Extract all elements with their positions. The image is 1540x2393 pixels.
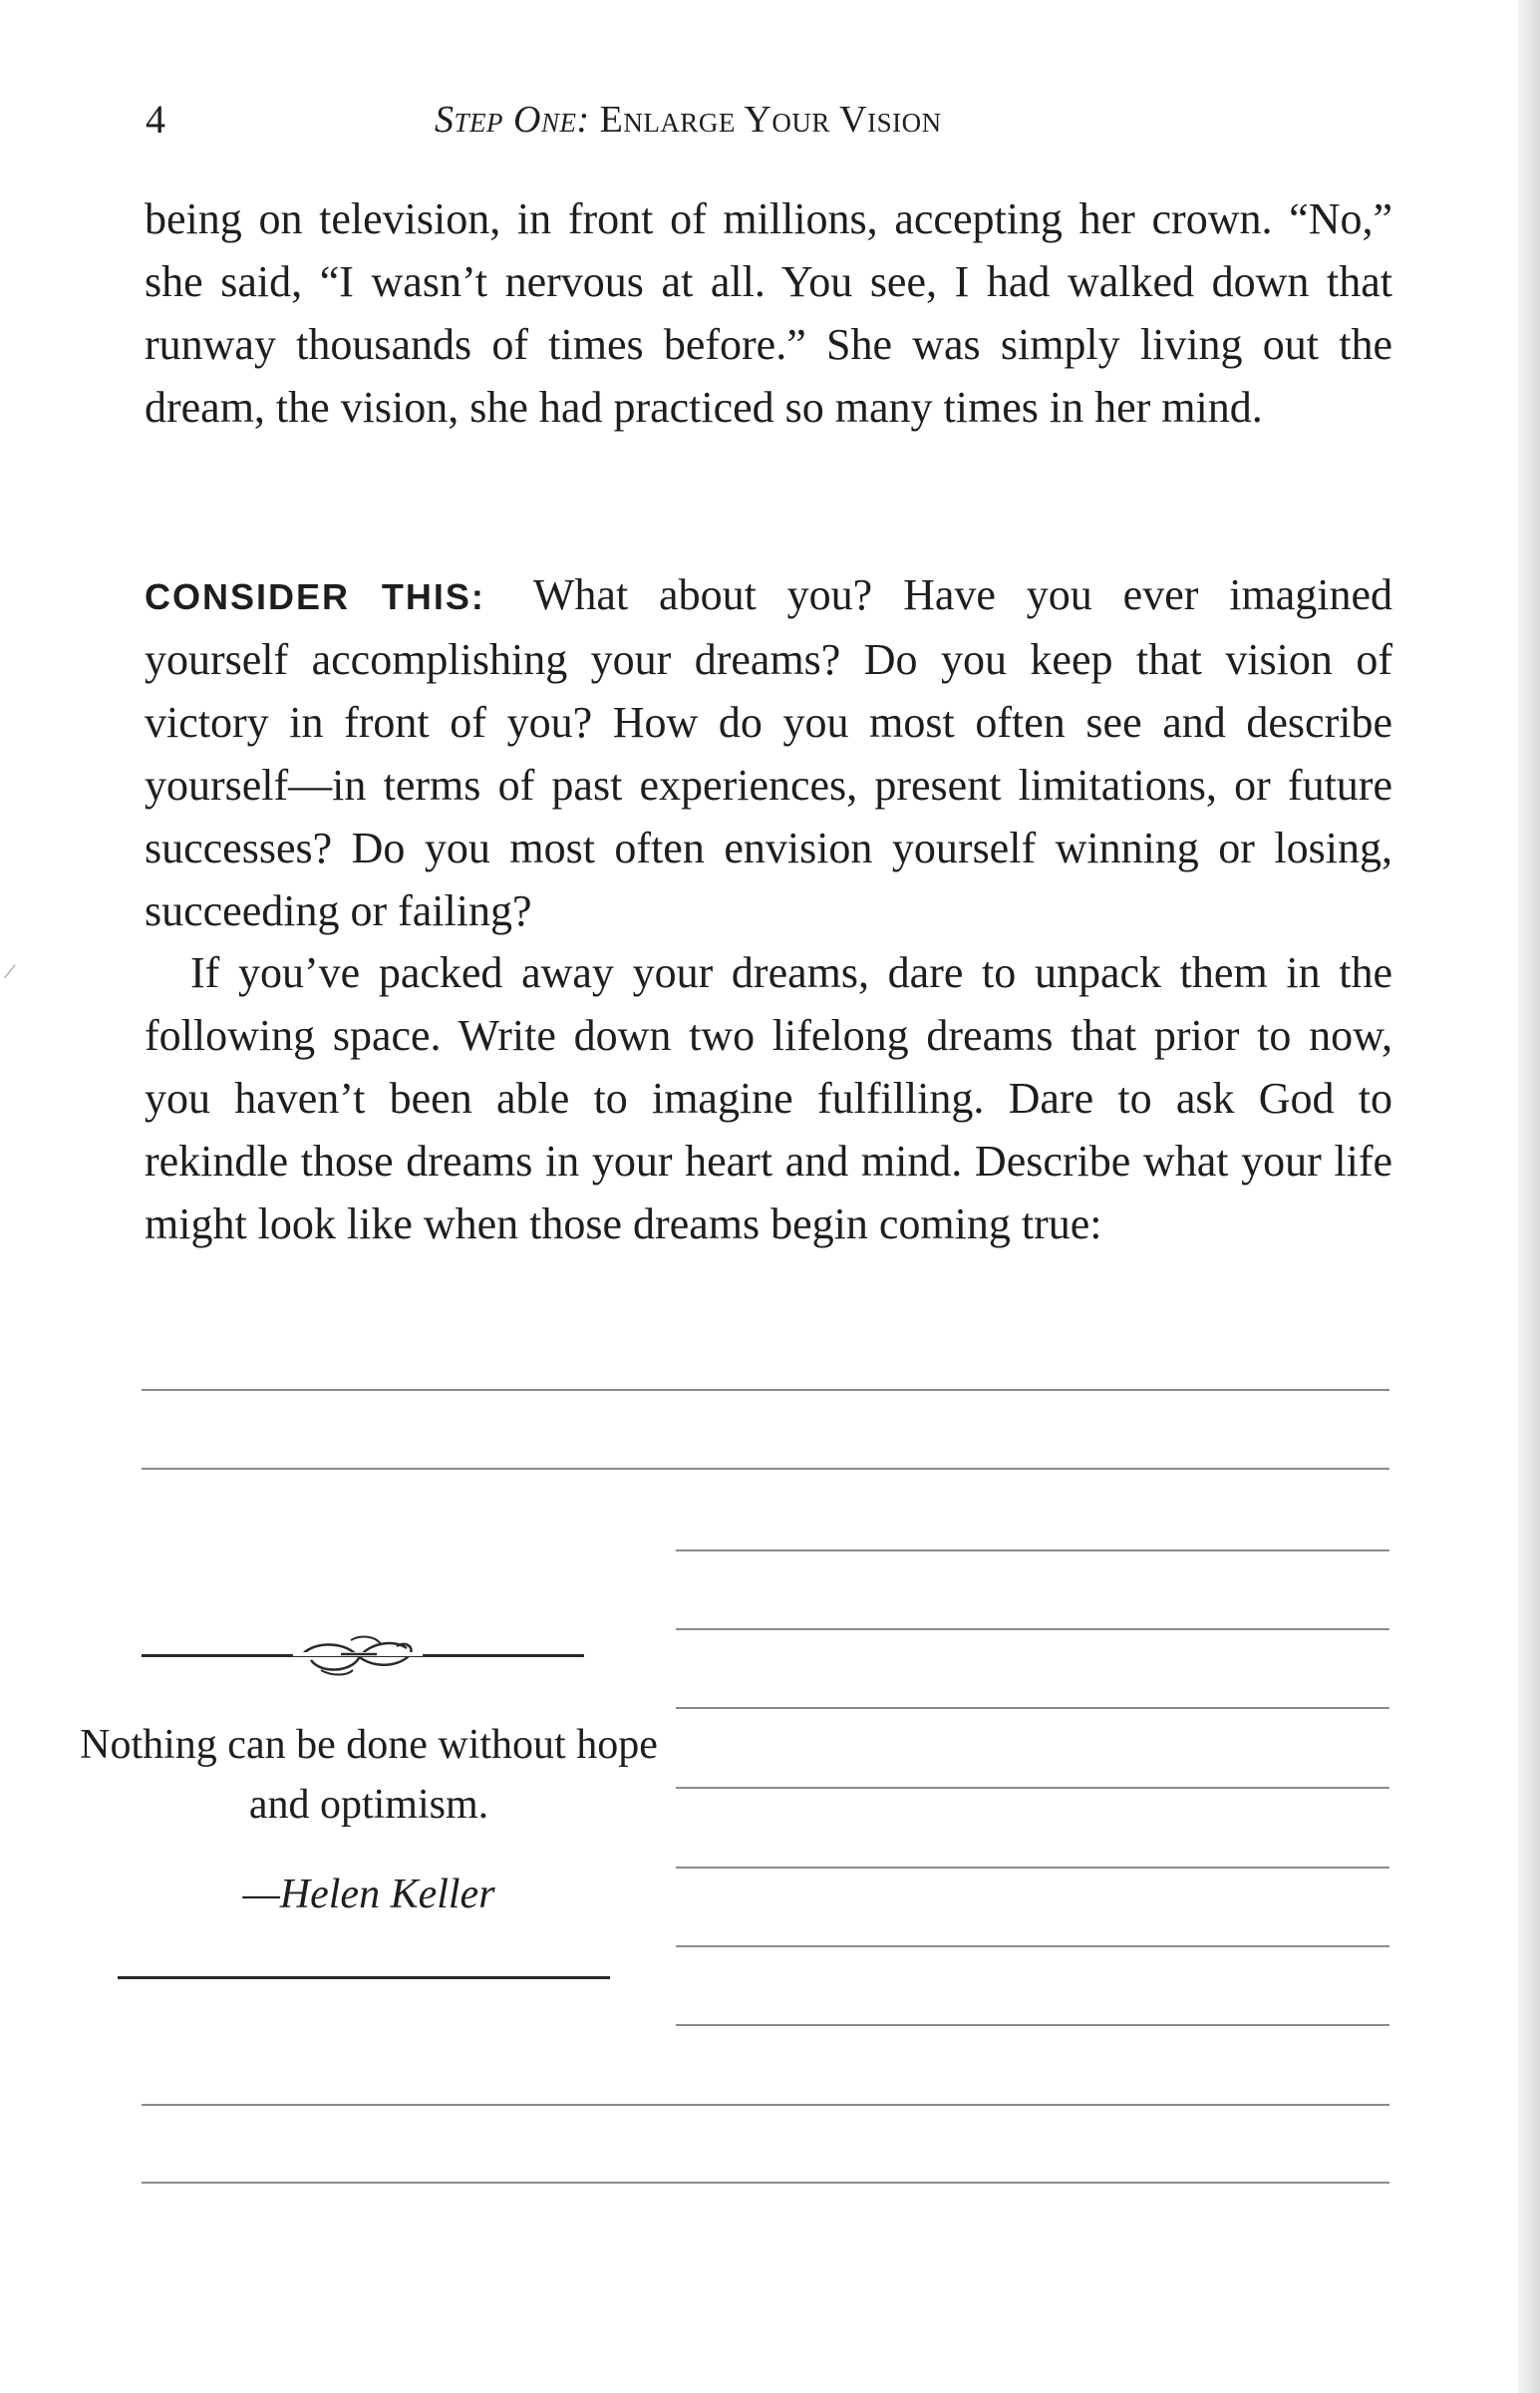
scan-mark: / [1, 958, 18, 986]
writing-line[interactable] [676, 1945, 1389, 1947]
consider-this-text: What about you? Have you ever imagined yourself accomplishing your dreams? Do you keep that vision of victory in front of you? How do you most often see and describe yourself—in terms of past experiences, present limitations, or future successes? Do you most often envision yourself winning or losing, succeeding or failing? [145, 570, 1392, 935]
writing-line[interactable] [676, 1867, 1389, 1869]
flourish-icon [281, 1630, 431, 1678]
writing-line[interactable] [142, 2104, 1389, 2106]
writing-line[interactable] [142, 1389, 1389, 1391]
consider-this-label: CONSIDER THIS: [145, 576, 485, 617]
quote-bottom-rule [118, 1976, 610, 1979]
chapter-title-text: Enlarge Your Vision [599, 99, 942, 141]
writing-line[interactable] [676, 1707, 1389, 1709]
body-paragraph-3: If you’ve packed away your dreams, dare to unpack them in the following space. Write down two lifelong dreams that prior to now, you haven’t been able to imagine fulfilling. Dare to ask God to rekindle those dreams in your heart and mind. Describe what your life might look like when those dreams begin coming true: [145, 948, 1392, 1248]
writing-line[interactable] [676, 1549, 1389, 1551]
chapter-step: Step One: [435, 99, 590, 141]
writing-line[interactable] [142, 2182, 1389, 2184]
page-edge-shadow [1518, 0, 1540, 2393]
body-paragraph-1: being on television, in front of millions, accepting her crown. “No,” she said, “I wasn’t nervous at all. You see, I had walked down that runway thousands of times before.” She was simply living out the dream, the vision, she had practiced so many times in her mind. [145, 194, 1392, 432]
sidebar-quote-text: Nothing can be done without hope and optimism. [80, 1722, 658, 1828]
consider-this-paragraph [145, 563, 1392, 942]
running-head [142, 92, 1397, 148]
quote-ornament-rule [142, 1630, 584, 1670]
page-number: 4 [146, 97, 165, 142]
writing-line[interactable] [142, 1468, 1389, 1470]
writing-line[interactable] [676, 1628, 1389, 1630]
sidebar-quote-attribution: —Helen Keller [242, 1872, 495, 1917]
writing-line[interactable] [676, 2024, 1389, 2026]
chapter-title [435, 92, 942, 148]
writing-line[interactable] [676, 1787, 1389, 1789]
